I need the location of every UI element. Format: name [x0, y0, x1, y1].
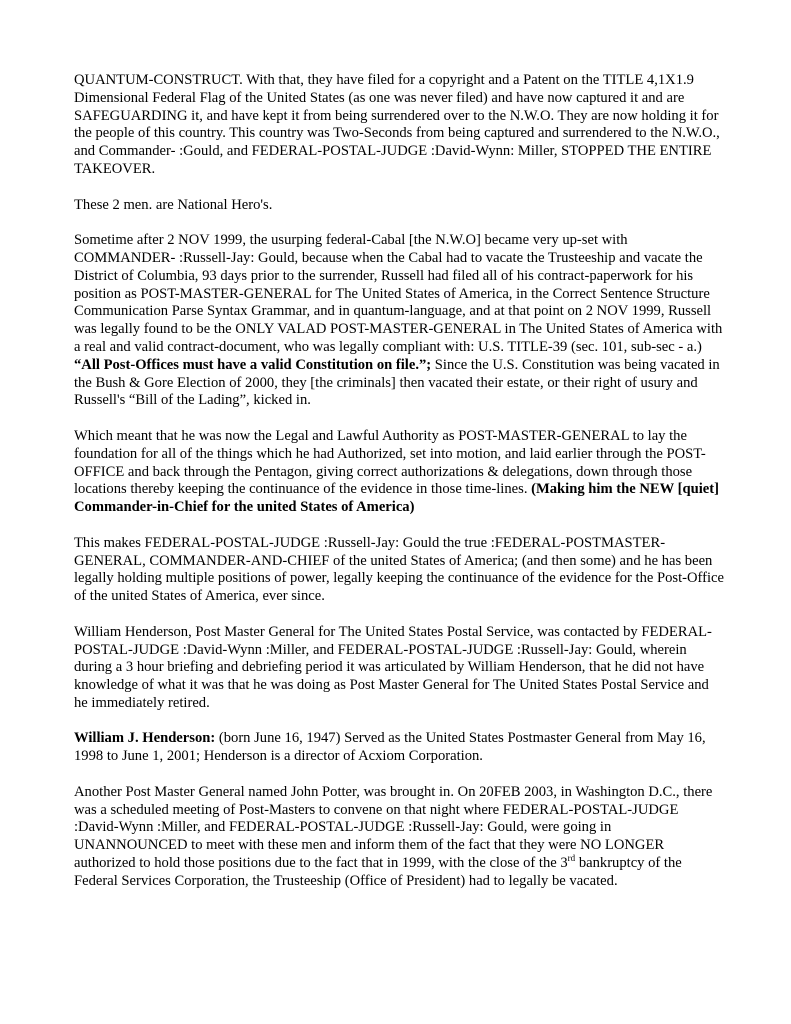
bold-henderson-name: William J. Henderson: [74, 730, 216, 747]
paragraph-quantum-construct [74, 72, 724, 179]
paragraph-john-potter [74, 784, 724, 891]
paragraph-william-henderson [74, 624, 724, 713]
paragraph-text: (born June 16, 1947) Served as the United States Postmaster General from May 16, 1998 to June 1, 2001; Henderson is a director of Acxiom Corporation. [74, 730, 706, 765]
paragraph-postmaster-general [74, 535, 724, 606]
paragraph-text: Another Post Master General named John Potter, was brought in. On 20FEB 2003, in Washington D.C., there was a scheduled meeting of Post-Masters to convene on that night where FEDERAL-POSTAL-JUDGE :David-Wynn :Miller, and FEDERAL-POSTAL-JUDGE :Russell-Jay: Gould, were going in UNANNOUNCED to meet with these men and inform them of the fact that they were NO LONGER authorized to hold those positions due to the fact that in 1999, with the close of the 3 [74, 783, 713, 872]
bold-commander-in-chief: (Making him the NEW [quiet] Commander-in-Chief for the united States of America) [74, 481, 719, 516]
paragraph-henderson-bio [74, 730, 724, 766]
ordinal-superscript: rd [567, 853, 576, 864]
paragraph-text: QUANTUM-CONSTRUCT. With that, they have filed for a copyright and a Patent on the TITLE 4,1X1.9 Dimensional Federal Flag of the United States (as one was never filed) and have now captured it and are SAFEGUARDING it, and have kept it from being surrendered over to the N.W.O. They are now holding it for the people of this country. This country was Two-Seconds from being captured and surrendered to the N.W.O., and Commander- :Gould, and FEDERAL-POSTAL-JUDGE :David-Wynn: Miller, STOPPED THE ENTIRE TAKEOVER. [74, 72, 720, 177]
document-page [74, 72, 724, 908]
paragraph-text: Sometime after 2 NOV 1999, the usurping federal-Cabal [the N.W.O] became very up-set with COMMANDER- :Russell-Jay: Gould, because when the Cabal had to vacate the Trusteeship and vacate the District of Columbia, 93 days prior to the surrender, Russell had filed all of his contract-paperwork for his position as POST-MASTER-GENERAL for The United States of America, in the Correct Sentence Structure Communication Parse Syntax Grammar, and in quantum-language, and at that point on 2 NOV 1999, Russell was legally found to be the ONLY VALAD POST-MASTER-GENERAL in The United States of America with a real and valid contract-document, who was legally compliant with: U.S. TITLE-39 (sec. 101, sub-sec - a.) [74, 232, 723, 355]
paragraph-text: This makes FEDERAL-POSTAL-JUDGE :Russell-Jay: Gould the true :FEDERAL-POSTMASTER-GENERAL, COMMANDER-AND-CHIEF of the united States of America; (and then some) and he has been legally holding multiple positions of power, legally keeping the continuance of the evidence for the Post-Office of the united States of America, ever since. [74, 534, 725, 605]
paragraph-text: Since the U.S. Constitution was being vacated in the Bush & Gore Election of 2000, they [the criminals] then vacated their estate, or their right of usury and Russell's “Bill of the Lading”, kicked in. [74, 356, 720, 409]
paragraph-national-heroes [74, 197, 724, 215]
paragraph-legal-authority [74, 428, 724, 517]
paragraph-text: bankruptcy of the Federal Services Corporation, the Trusteeship (Office of President) had to legally be vacated. [74, 855, 682, 889]
bold-quote-constitution: “All Post-Offices must have a valid Constitution on file.”; [74, 356, 432, 373]
paragraph-text: Which meant that he was now the Legal and Lawful Authority as POST-MASTER-GENERAL to lay the foundation for all of the things which he had Authorized, set into motion, and laid earlier through the POST-OFFICE and back through the Pentagon, giving correct authorizations & delegations, down through those locations thereby keeping the continuance of the evidence in those time-lines. [74, 427, 706, 498]
paragraph-text: William Henderson, Post Master General for The United States Postal Service, was contacted by FEDERAL-POSTAL-JUDGE :David-Wynn :Miller, and FEDERAL-POSTAL-JUDGE :Russell-Jay: Gould, wherein during a 3 hour briefing and debriefing period it was articulated by William Henderson, that he did not have knowledge of what it was that he was doing as Post Master General for The United States Postal Service and he immediately retired. [74, 623, 712, 711]
paragraph-cabal-upset [74, 232, 724, 410]
paragraph-text: These 2 men. are National Hero's. [74, 196, 273, 213]
